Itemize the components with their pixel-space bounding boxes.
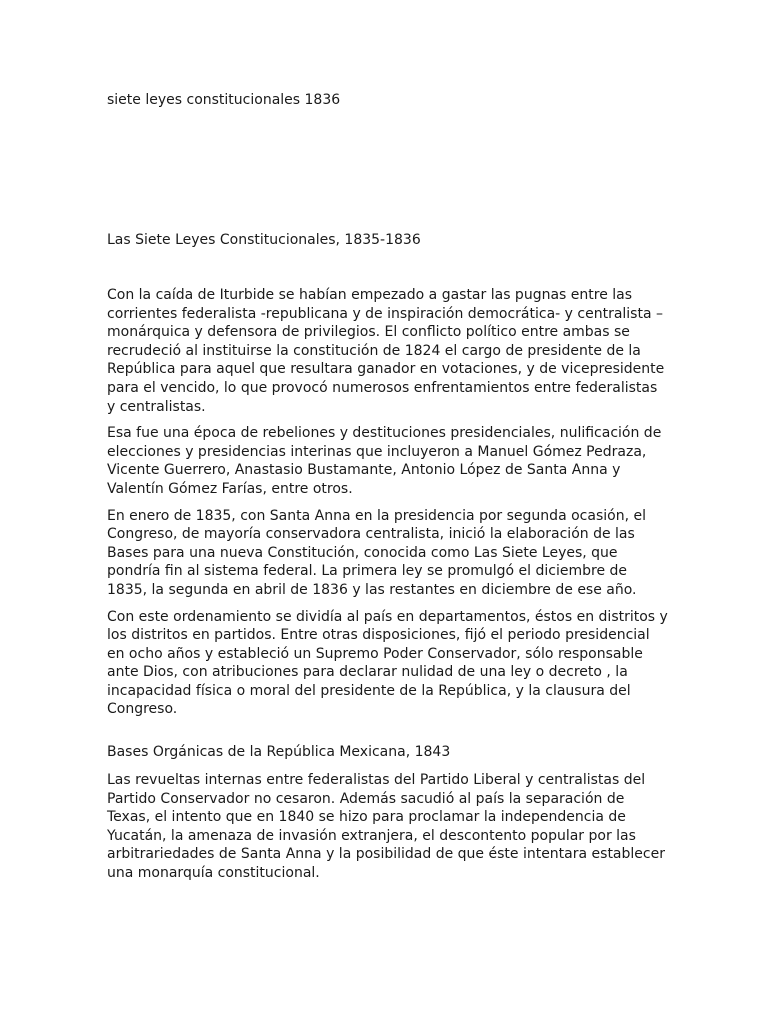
document-title: siete leyes constitucionales 1836 <box>107 92 341 108</box>
text-line: Las revueltas internas entre federalistas del Partido Liberal y centralistas del <box>107 772 646 788</box>
text-line: ante Dios, con atribuciones para declarar nulidad de una ley o decreto , la <box>107 664 628 681</box>
paragraph <box>107 286 667 416</box>
text-line: para el vencido, lo que provocó numerosos enfrentamientos entre federalistas <box>107 379 658 396</box>
section-heading-siete-leyes: Las Siete Leyes Constitucionales, 1835-1836 <box>107 232 421 248</box>
section-body-siete-leyes <box>107 286 667 727</box>
text-line: 1835, la segunda en abril de 1836 y las restantes en diciembre de ese año. <box>107 581 637 598</box>
text-line: los distritos en partidos. Entre otras disposiciones, fijó el periodo presidencial <box>107 627 650 644</box>
text-line: corrientes federalista -republicana y de inspiración democrática- y centralista – <box>107 305 663 322</box>
text-line: y centralistas. <box>107 398 206 415</box>
text-line: Esa fue una época de rebeliones y destituciones presidenciales, nulificación de <box>107 425 662 442</box>
section-heading-bases-organicas: Bases Orgánicas de la República Mexicana, 1843 <box>107 744 451 760</box>
text-line: arbitrariedades de Santa Anna y la posibilidad de que éste intentara establecer <box>107 846 665 863</box>
text-line: Congreso. <box>107 701 178 718</box>
text-line: En enero de 1835, con Santa Anna en la presidencia por segunda ocasión, el <box>107 507 646 524</box>
text-line: República para aquel que resultara ganador en votaciones, y de vicepresidente <box>107 361 665 378</box>
paragraph <box>107 507 667 600</box>
text-line: elecciones y presidencias interinas que incluyeron a Manuel Gómez Pedraza, <box>107 443 647 460</box>
text-line: incapacidad física o moral del presidente de la República, y la clausura del <box>107 682 631 699</box>
text-line: una monarquía constitucional. <box>107 864 320 881</box>
text-line: Valentín Gómez Farías, entre otros. <box>107 480 353 497</box>
text-line: Congreso, de mayoría conservadora centralista, inició la elaboración de las <box>107 526 635 543</box>
paragraph <box>107 608 667 720</box>
paragraph <box>107 424 667 498</box>
paragraph <box>107 771 667 883</box>
text-line: Bases para una nueva Constitución, conocida como Las Siete Leyes, que <box>107 544 618 561</box>
text-line: pondría fin al sistema federal. La primera ley se promulgó el diciembre de <box>107 563 628 580</box>
text-line: Vicente Guerrero, Anastasio Bustamante, Antonio López de Santa Anna y <box>107 462 621 479</box>
text-line: en ocho años y estableció un Supremo Poder Conservador, sólo responsable <box>107 645 643 662</box>
text-line: Partido Conservador no cesaron. Además sacudió al país la separación de <box>107 790 625 807</box>
text-line: Texas, el intento que en 1840 se hizo para proclamar la independencia de <box>107 809 626 826</box>
text-line: recrudeció al instituirse la constitución de 1824 el cargo de presidente de la <box>107 342 641 359</box>
text-line: Con la caída de Iturbide se habían empezado a gastar las pugnas entre las <box>107 287 633 303</box>
section-body-bases-organicas <box>107 771 667 891</box>
text-line: Con este ordenamiento se dividía al país en departamentos, éstos en distritos y <box>107 608 668 625</box>
text-line: Yucatán, la amenaza de invasión extranjera, el descontento popular por las <box>107 827 636 844</box>
text-line: monárquica y defensora de privilegios. El conflicto político entre ambas se <box>107 324 630 341</box>
